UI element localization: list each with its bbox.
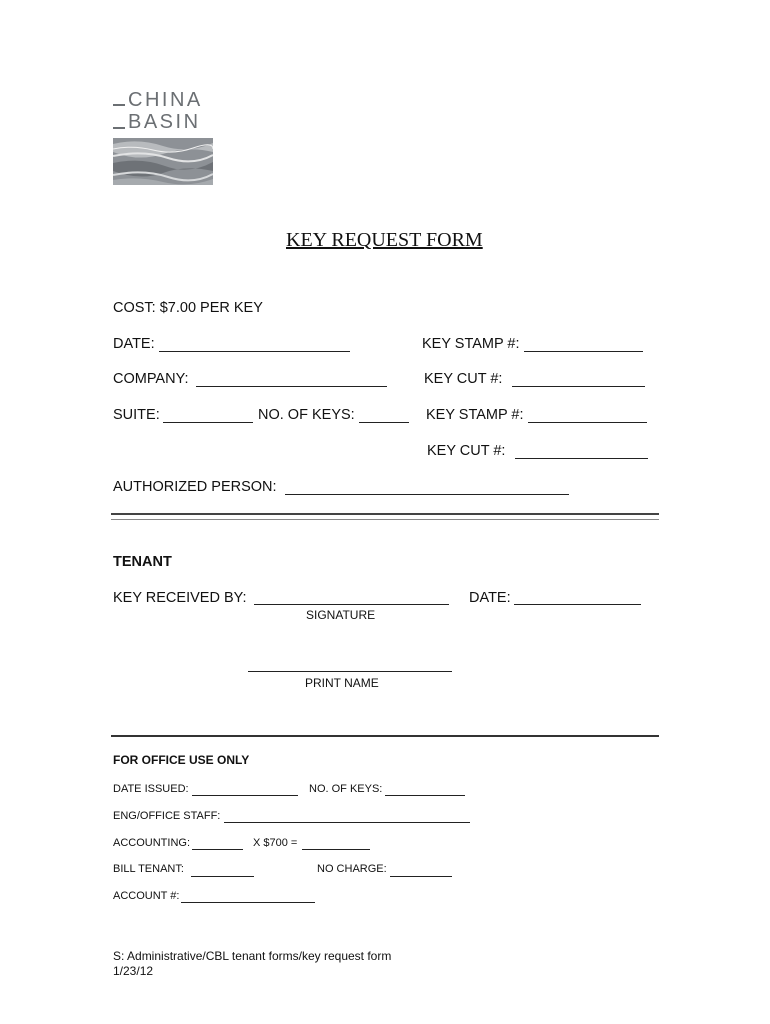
wave-emblem-icon <box>113 138 213 185</box>
signature-caption: SIGNATURE <box>306 608 376 622</box>
print-name-caption: PRINT NAME <box>305 676 379 690</box>
key-cut-field-1[interactable] <box>512 386 645 387</box>
date-label: DATE: <box>113 336 155 352</box>
section-divider <box>111 513 659 520</box>
key-cut-label-2: KEY CUT #: <box>427 443 506 459</box>
footer-date: 1/23/12 <box>113 964 154 978</box>
no-of-keys-field[interactable] <box>359 422 409 423</box>
cost-text: COST: $7.00 PER KEY <box>113 300 263 316</box>
company-field[interactable] <box>196 386 387 387</box>
print-name-field[interactable] <box>248 671 452 672</box>
key-cut-label-1: KEY CUT #: <box>424 371 503 387</box>
signature-field[interactable] <box>254 604 449 605</box>
account-no-field[interactable] <box>181 902 315 903</box>
no-charge-label: NO CHARGE: <box>317 863 387 875</box>
logo-bar-bottom <box>113 127 125 129</box>
key-received-by-label: KEY RECEIVED BY: <box>113 590 247 606</box>
company-label: COMPANY: <box>113 371 189 387</box>
date-issued-field[interactable] <box>192 795 298 796</box>
tenant-heading: TENANT <box>113 554 172 570</box>
key-stamp-field-2[interactable] <box>528 422 647 423</box>
form-title: KEY REQUEST FORM <box>286 229 483 251</box>
eng-office-staff-field[interactable] <box>224 822 470 823</box>
no-charge-field[interactable] <box>390 876 452 877</box>
eng-office-staff-label: ENG/OFFICE STAFF: <box>113 810 221 822</box>
accounting-label: ACCOUNTING: <box>113 837 190 849</box>
authorized-person-field[interactable] <box>285 494 569 495</box>
no-of-keys-label: NO. OF KEYS: <box>258 407 355 423</box>
multiplier-label: X $700 = <box>253 837 298 849</box>
date-issued-label: DATE ISSUED: <box>113 783 189 795</box>
suite-field[interactable] <box>163 422 253 423</box>
account-no-label: ACCOUNT #: <box>113 890 180 902</box>
tenant-date-label: DATE: <box>469 590 511 606</box>
footer-path: S: Administrative/CBL tenant forms/key request form <box>113 949 392 963</box>
office-heading: FOR OFFICE USE ONLY <box>113 753 250 767</box>
bill-tenant-field[interactable] <box>191 876 254 877</box>
authorized-person-label: AUTHORIZED PERSON: <box>113 479 277 495</box>
date-field[interactable] <box>159 351 350 352</box>
key-stamp-field-1[interactable] <box>524 351 643 352</box>
office-no-of-keys-label: NO. OF KEYS: <box>309 783 383 795</box>
office-no-of-keys-field[interactable] <box>385 795 465 796</box>
office-divider <box>111 735 659 737</box>
logo-text-china: CHINA <box>128 89 203 111</box>
bill-tenant-label: BILL TENANT: <box>113 863 184 875</box>
key-stamp-label-2: KEY STAMP #: <box>426 407 524 423</box>
suite-label: SUITE: <box>113 407 160 423</box>
logo-text-basin: BASIN <box>128 111 201 133</box>
key-stamp-label-1: KEY STAMP #: <box>422 336 520 352</box>
logo-bar-top <box>113 104 125 106</box>
accounting-total-field[interactable] <box>302 849 370 850</box>
accounting-field[interactable] <box>192 849 243 850</box>
key-cut-field-2[interactable] <box>515 458 648 459</box>
tenant-date-field[interactable] <box>514 604 641 605</box>
